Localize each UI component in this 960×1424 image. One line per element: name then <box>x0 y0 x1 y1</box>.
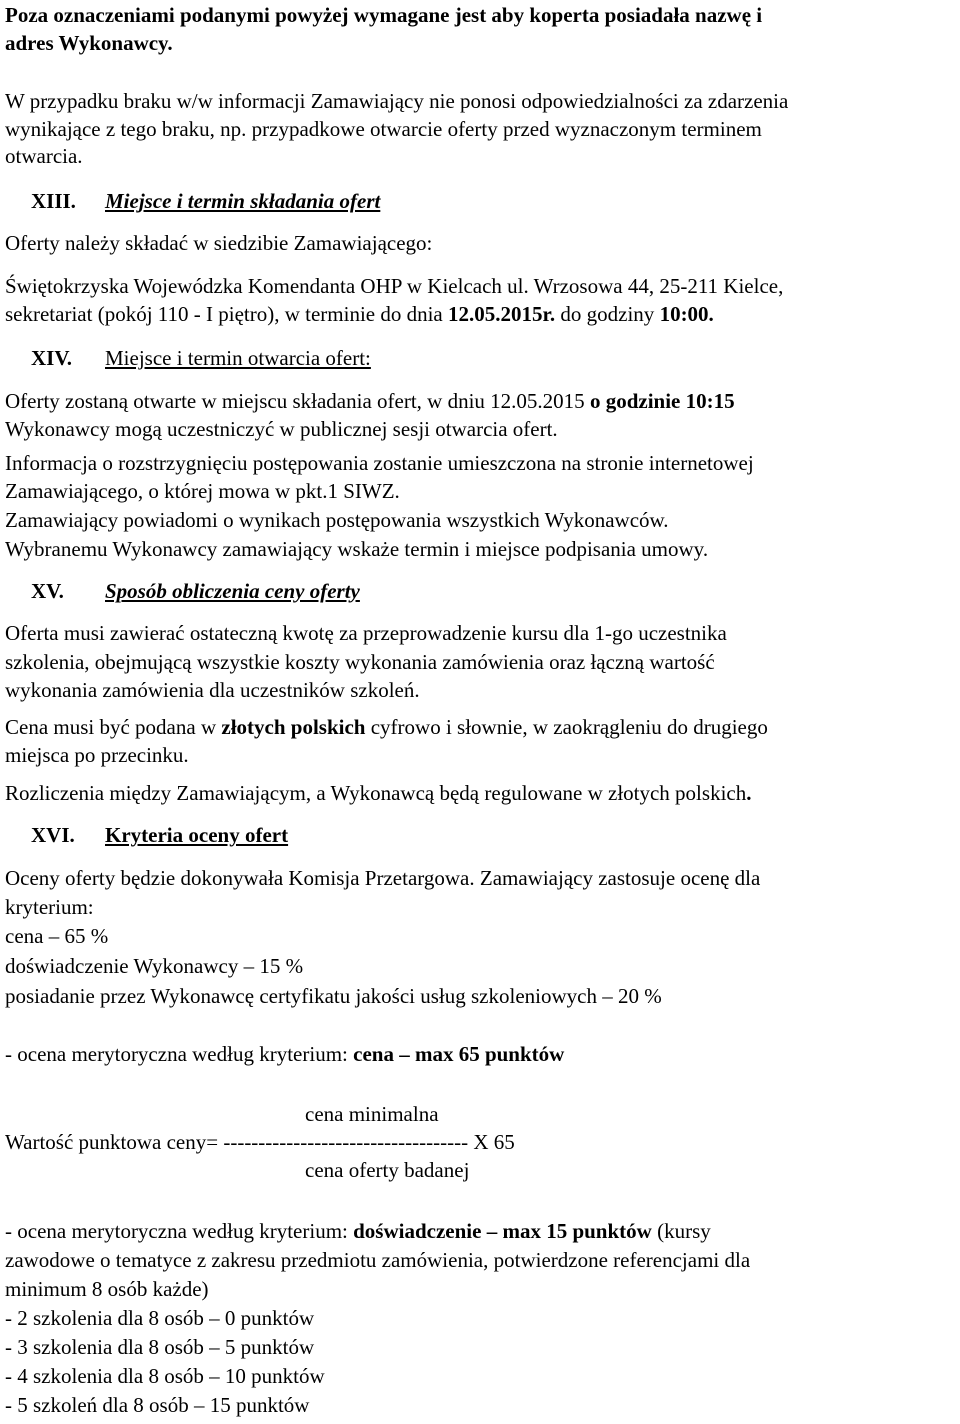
list-item: - 4 szkolenia dla 8 osób – 10 punktów <box>5 1364 325 1388</box>
section-number: XIII. <box>31 189 76 213</box>
s16-text: (kursy <box>651 1219 711 1243</box>
s14-line-6: Wybranemu Wykonawcy zamawiający wskaże termin i miejsce podpisania umowy. <box>5 537 709 561</box>
section-title: Sposób obliczenia ceny oferty <box>105 579 360 603</box>
s15-text: Cena musi być podana w <box>5 715 222 739</box>
s16-line-4: doświadczenie Wykonawcy – 15 % <box>5 954 304 978</box>
section-number: XV. <box>31 579 64 603</box>
formula-numerator: cena minimalna <box>305 1102 439 1126</box>
section-heading-xiii <box>5 188 380 214</box>
s13-line-3 <box>5 301 714 327</box>
opening-time: o godzinie 10:15 <box>589 389 735 413</box>
s13-text: do godziny <box>555 302 660 326</box>
list-item: - 5 szkoleń dla 8 osób – 15 punktów <box>5 1393 310 1417</box>
s16-line-8: zawodowe o tematyce z zakresu przedmiotu zamówienia, potwierdzone referencjami dla <box>5 1248 751 1272</box>
section-title: Miejsce i termin składania ofert <box>105 189 381 213</box>
s16-text: - ocena merytoryczna według kryterium: <box>5 1219 354 1243</box>
s13-line-1: Oferty należy składać w siedzibie Zamawiającego: <box>5 231 433 255</box>
price-criterion: cena – max 65 punktów <box>353 1042 565 1066</box>
section-number: XIV. <box>31 346 73 370</box>
intro-line-2: adres Wykonawcy. <box>5 31 173 55</box>
s13-line-2: Świętokrzyska Wojewódzka Komendanta OHP w Kielcach ul. Wrzosowa 44, 25-211 Kielce, <box>5 274 784 298</box>
intro-line-5: otwarcia. <box>5 144 83 168</box>
s15-line-2: szkolenia, obejmującą wszystkie koszty wykonania zamówienia oraz łączną wartość <box>5 650 715 674</box>
s15-line-1: Oferta musi zawierać ostateczną kwotę za przeprowadzenie kursu dla 1-go uczestnika <box>5 621 727 645</box>
section-title: Kryteria oceny ofert <box>105 823 289 847</box>
list-item: - 3 szkolenia dla 8 osób – 5 punktów <box>5 1335 315 1359</box>
s14-line-4: Zamawiającego, o której mowa w pkt.1 SIWZ. <box>5 479 400 503</box>
s14-line-5: Zamawiający powiadomi o wynikach postępowania wszystkich Wykonawców. <box>5 508 669 532</box>
deadline-date: 12.05.2015r. <box>448 302 556 326</box>
currency-text: złotych polskich <box>221 715 366 739</box>
s15-line-5: miejsca po przecinku. <box>5 743 189 767</box>
experience-criterion: doświadczenie – max 15 punktów <box>353 1219 652 1243</box>
s13-text: sekretariat (pokój 110 - I piętro), w terminie do dnia <box>5 302 448 326</box>
s16-line-3: cena – 65 % <box>5 924 109 948</box>
s15-line-3: wykonania zamówienia dla uczestników szkoleń. <box>5 678 420 702</box>
intro-line-3: W przypadku braku w/w informacji Zamawiający nie ponosi odpowiedzialności za zdarzenia <box>5 89 789 113</box>
s16-line-2: kryterium: <box>5 895 94 919</box>
section-heading-xvi <box>5 822 288 848</box>
section-title: Miejsce i termin otwarcia ofert: <box>105 346 371 370</box>
s16-line-1: Oceny oferty będzie dokonywała Komisja Przetargowa. Zamawiający zastosuje ocenę dla <box>5 866 761 890</box>
s15-line-4 <box>5 714 768 740</box>
s16-line-6 <box>5 1041 564 1067</box>
list-item: - 2 szkolenia dla 8 osób – 0 punktów <box>5 1306 315 1330</box>
s16-line-5: posiadanie przez Wykonawcę certyfikatu jakości usług szkoleniowych – 20 % <box>5 984 662 1008</box>
deadline-time: 10:00. <box>659 302 714 326</box>
section-heading-xiv <box>5 345 371 371</box>
s15-line-6 <box>5 780 751 806</box>
s16-line-7 <box>5 1218 711 1244</box>
intro-line-4: wynikające z tego braku, np. przypadkowe otwarcie oferty przed wyznaczonym terminem <box>5 117 762 141</box>
formula-denominator: cena oferty badanej <box>305 1158 470 1182</box>
s15-period: . <box>746 781 752 805</box>
section-number: XVI. <box>31 823 75 847</box>
section-heading-xv <box>5 578 360 604</box>
s16-text: - ocena merytoryczna według kryterium: <box>5 1042 354 1066</box>
s14-line-2: Wykonawcy mogą uczestniczyć w publicznej sesji otwarcia ofert. <box>5 417 558 441</box>
s14-line-3: Informacja o rozstrzygnięciu postępowania zostanie umieszczona na stronie internetowej <box>5 451 754 475</box>
intro-line-1: Poza oznaczeniami podanymi powyżej wymagane jest aby koperta posiadała nazwę i <box>5 3 763 27</box>
s14-text: Oferty zostaną otwarte w miejscu składania ofert, w dniu 12.05.2015 <box>5 389 590 413</box>
formula-line: Wartość punktowa ceny= ----------------------------------- X 65 <box>5 1130 515 1154</box>
s14-line-1 <box>5 388 735 414</box>
s15-text: Rozliczenia między Zamawiającym, a Wykonawcą będą regulowane w złotych polskich <box>5 781 747 805</box>
s15-text: cyfrowo i słownie, w zaokrągleniu do drugiego <box>365 715 768 739</box>
s16-line-9: minimum 8 osób każde) <box>5 1277 209 1301</box>
